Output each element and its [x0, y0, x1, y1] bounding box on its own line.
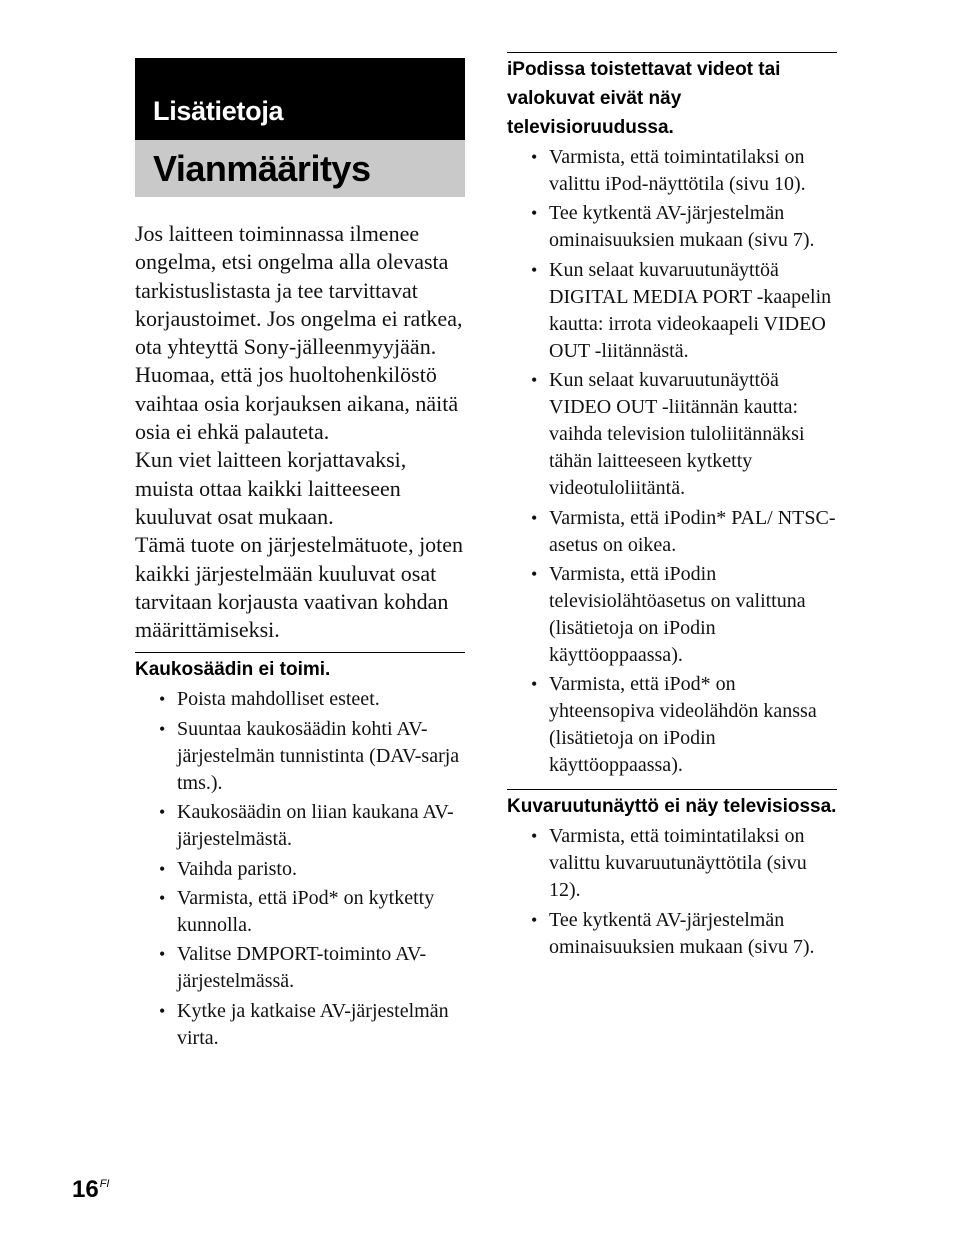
bullet-list: [507, 144, 837, 779]
intro-paragraph: Jos laitteen toiminnassa ilmenee ongelma, etsi ongelma alla olevasta tarkistuslistasta ja tee tarvittavat korjaustoimet. Jos ongelma ei ratkea, ota yhteyttä Sony-jälleenmyyjään.: [135, 221, 463, 360]
list-item: • Varmista, että toimintatilaksi on valittu kuvaruutunäyttötila (sivu 12).: [507, 823, 837, 904]
page-number-value: 16: [72, 1176, 99, 1203]
list-item: • Poista mahdolliset esteet.: [135, 686, 465, 713]
page-title: Vianmääritys: [135, 140, 465, 197]
list-item: • Varmista, että iPod* on kytketty kunnolla.: [135, 885, 465, 939]
section-remote: [135, 652, 465, 1051]
language-code: FI: [99, 1178, 110, 1190]
right-column: [507, 52, 837, 963]
section-heading: Kaukosäädin ei toimi.: [135, 659, 331, 681]
intro-text: [135, 220, 465, 644]
page-number: [72, 1176, 109, 1204]
list-item: • Vaihda paristo.: [135, 856, 465, 883]
intro-paragraph: Kun viet laitteen korjattavaksi, muista ottaa kaikki laitteeseen kuuluvat osat mukaan.: [135, 447, 407, 529]
section-heading: iPodissa toistettavat videot tai valokuvat eivät näy televisioruudussa.: [507, 59, 781, 138]
list-item: • Tee kytkentä AV-järjestelmän ominaisuuksien mukaan (sivu 7).: [507, 200, 837, 254]
list-item: • Kaukosäädin on liian kaukana AV-järjestelmästä.: [135, 799, 465, 853]
list-item: • Suuntaa kaukosäädin kohti AV-järjestelmän tunnistinta (DAV-sarja tms.).: [135, 716, 465, 797]
intro-paragraph: Tämä tuote on järjestelmätuote, joten kaikki järjestelmään kuuluvat osat tarvitaan korjausta vaativan kohdan määrittämiseksi.: [135, 532, 464, 643]
list-item: • Varmista, että iPod* on yhteensopiva videolähdön kanssa (lisätietoja on iPodin käyttöoppaassa).: [507, 671, 837, 779]
section-label: Lisätietoja: [135, 58, 465, 140]
list-item: • Tee kytkentä AV-järjestelmän ominaisuuksien mukaan (sivu 7).: [507, 907, 837, 961]
list-item: • Kun selaat kuvaruutunäyttöä DIGITAL MEDIA PORT -kaapelin kautta: irrota videokaapeli VIDEO OUT -liitännästä.: [507, 257, 837, 365]
section-video: [507, 52, 837, 779]
section-heading: Kuvaruutunäyttö ei näy televisiossa.: [507, 796, 837, 818]
section-osd: [507, 789, 837, 960]
list-item: • Kun selaat kuvaruutunäyttöä VIDEO OUT -liitännän kautta: vaihda television tuloliitännäksi tähän laitteeseen kytketty videotuloliitäntä.: [507, 367, 837, 502]
list-item: • Varmista, että iPodin televisiolähtöasetus on valittuna (lisätietoja on iPodin käyttöoppaassa).: [507, 561, 837, 669]
intro-paragraph: Huomaa, että jos huoltohenkilöstö vaihtaa osia korjauksen aikana, näitä osia ei ehkä palauteta.: [135, 362, 459, 445]
list-item: • Valitse DMPORT-toiminto AV-järjestelmässä.: [135, 941, 465, 995]
bullet-list: [135, 686, 465, 1051]
bullet-list: [507, 823, 837, 960]
left-column: [135, 220, 465, 1054]
list-item: • Varmista, että iPodin* PAL/ NTSC-asetus on oikea.: [507, 505, 837, 559]
list-item: • Varmista, että toimintatilaksi on valittu iPod-näyttötila (sivu 10).: [507, 144, 837, 198]
list-item: • Kytke ja katkaise AV-järjestelmän virta.: [135, 998, 465, 1052]
